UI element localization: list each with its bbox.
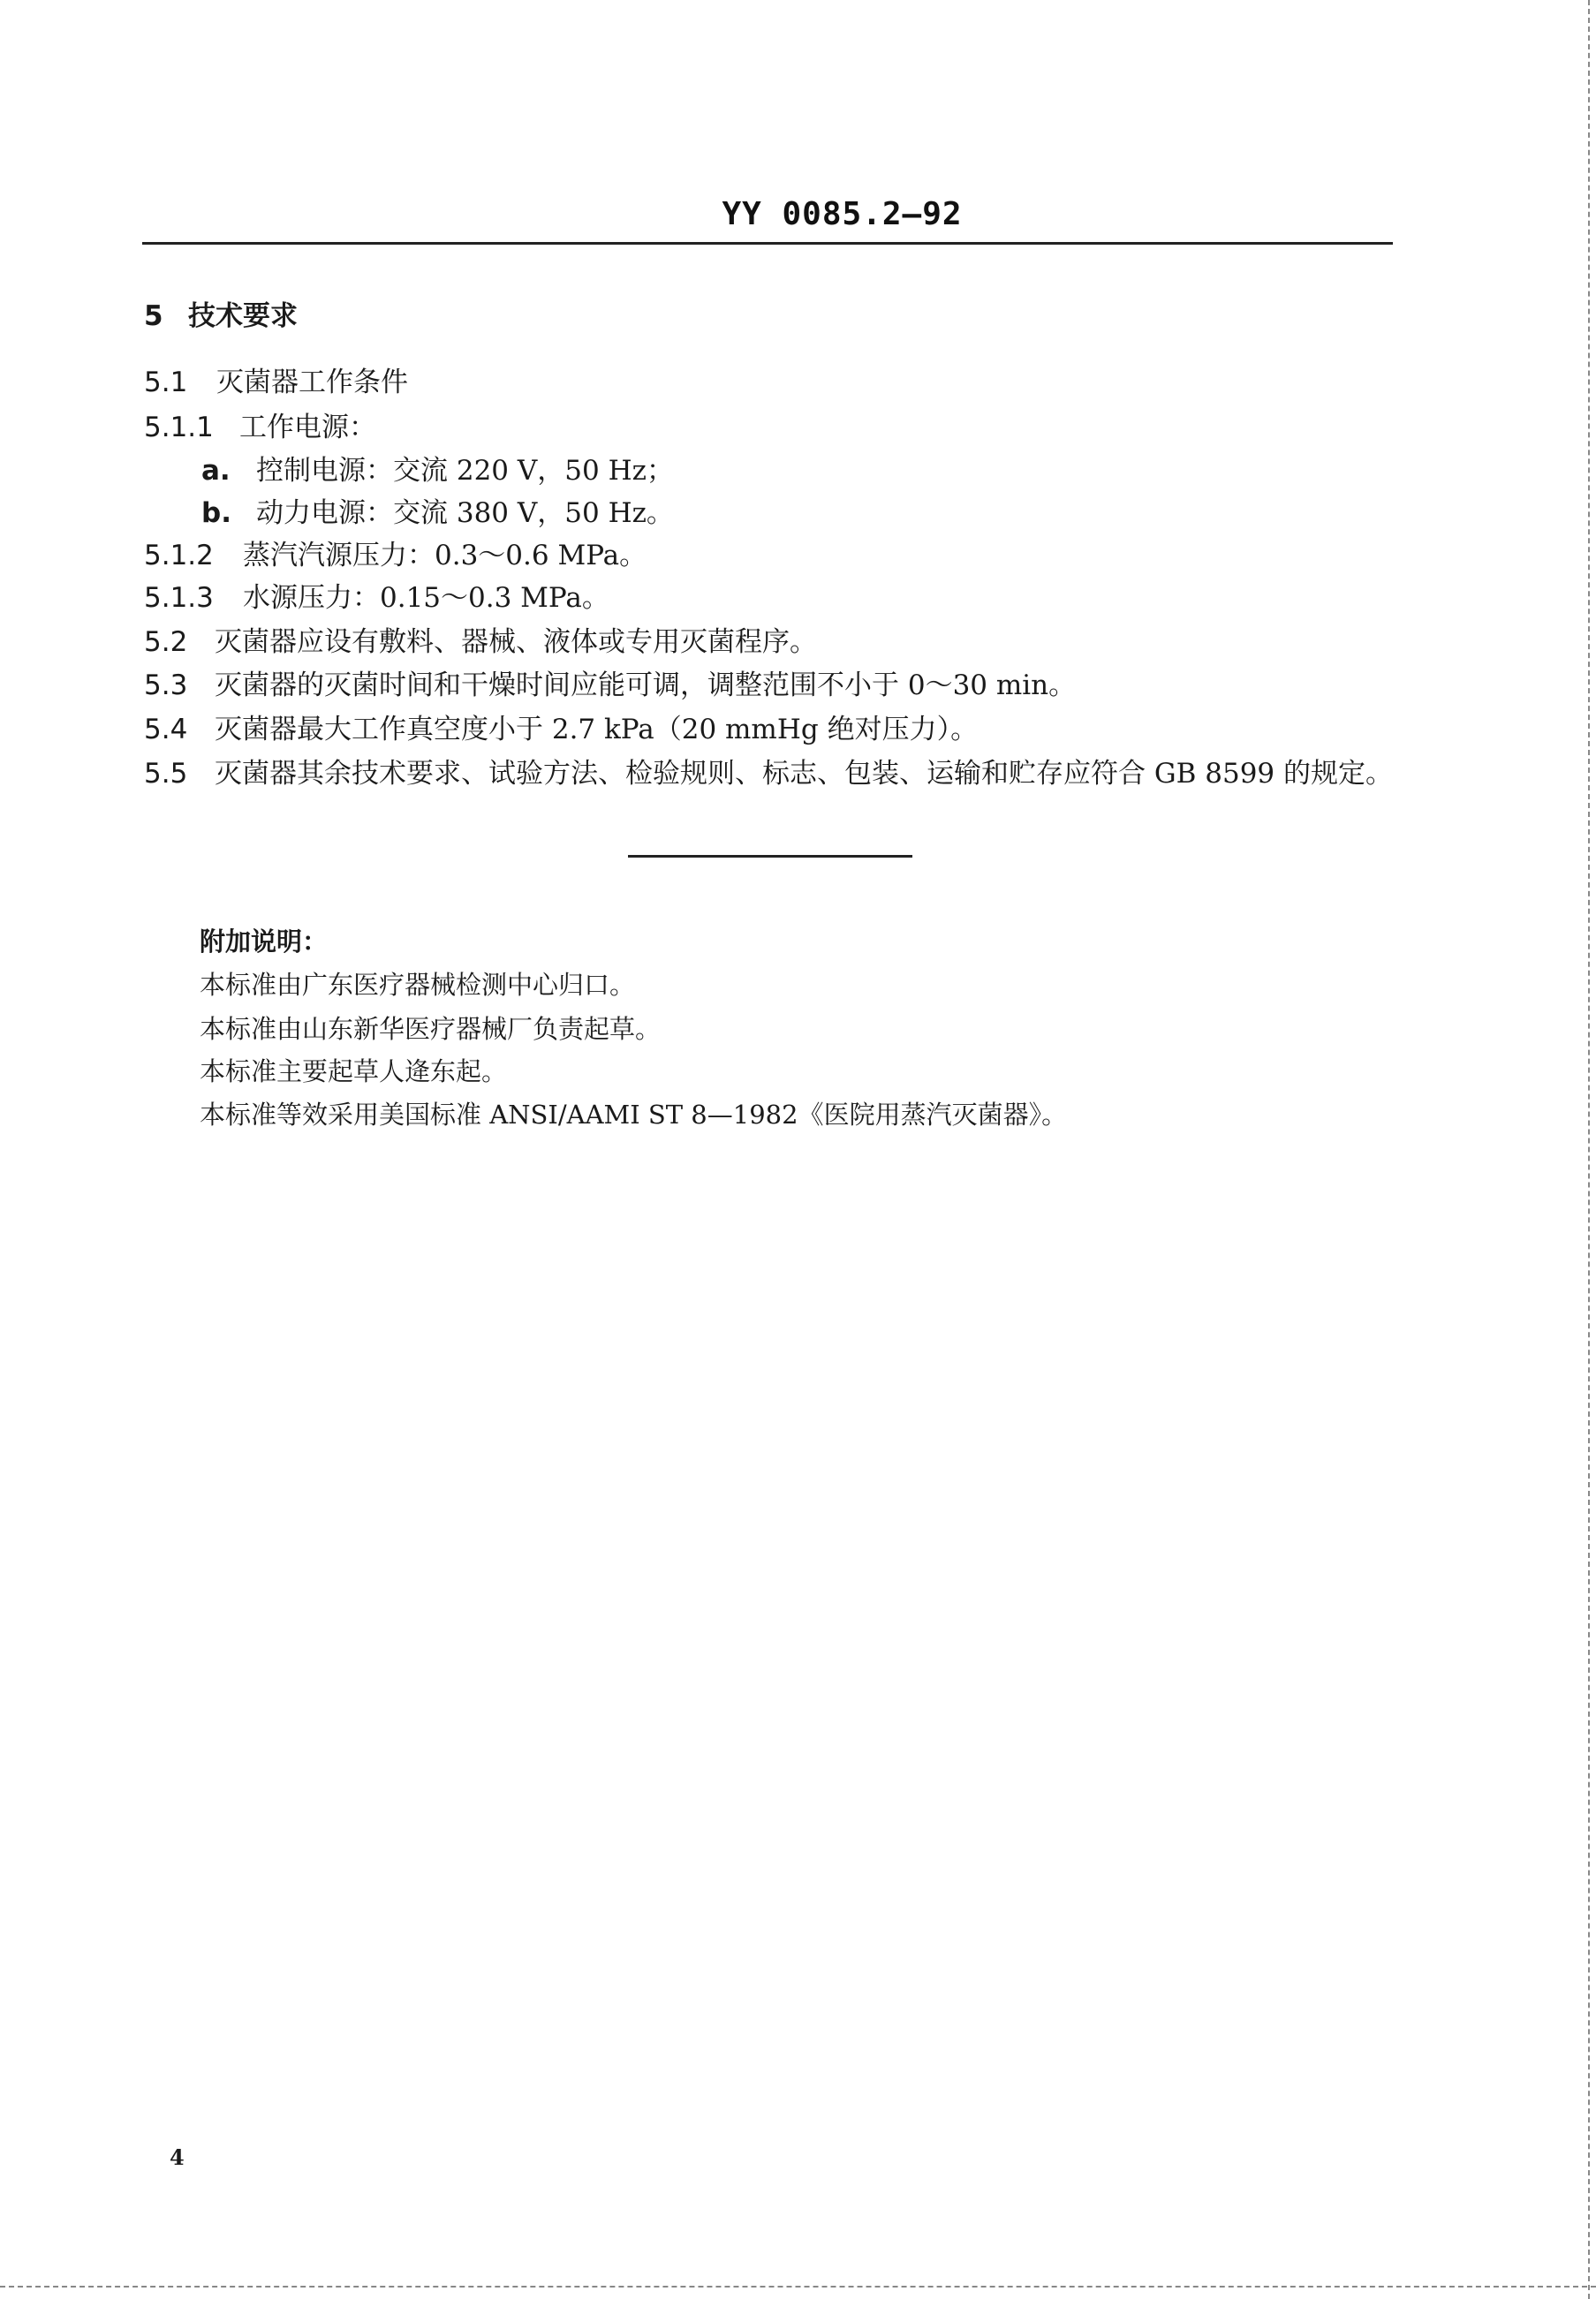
clause-number: 5.1.3	[144, 582, 214, 614]
clause	[144, 580, 609, 616]
clause	[144, 410, 376, 445]
clause-text: 灭菌器工作条件	[216, 367, 408, 398]
clause-number: 5.1.1	[144, 412, 214, 443]
list-marker: a.	[201, 455, 231, 487]
clause-number: 5.4	[144, 714, 188, 745]
note-line: 本标准由山东新华医疗器械厂负责起草。	[200, 1014, 662, 1044]
clause-text: 灭菌器最大工作真空度小于 2.7 kPa（20 mmHg 绝对压力）。	[215, 714, 979, 745]
clause-number: 5.3	[144, 669, 188, 701]
clause-number: 5.1.2	[144, 540, 214, 571]
clause	[144, 712, 978, 747]
clause-text: 灭菌器其余技术要求、试验方法、检验规则、标志、包装、运输和贮存应符合 GB 8599 的规定。	[215, 758, 1393, 790]
list-item	[201, 495, 674, 531]
scan-edge-right	[1588, 0, 1590, 2299]
clause-number: 5.5	[144, 758, 188, 790]
note-line: 本标准由广东医疗器械检测中心归口。	[200, 970, 636, 1000]
clause-text: 工作电源：	[239, 412, 376, 443]
section-title: 技术要求	[188, 300, 298, 332]
scan-edge-bottom	[0, 2286, 1596, 2288]
section-heading	[144, 299, 298, 334]
section-number: 5	[144, 300, 163, 332]
clause-number: 5.1	[144, 367, 188, 398]
clause-text: 水源压力：0.15～0.3 MPa。	[243, 582, 609, 614]
note-line: 本标准等效采用美国标准 ANSI/AAMI ST 8—1982《医院用蒸汽灭菌器》。	[200, 1100, 1068, 1130]
list-text: 控制电源：交流 220 V，50 Hz；	[256, 455, 674, 487]
page-number: 4	[170, 2144, 185, 2170]
clause-number: 5.2	[144, 626, 188, 658]
page-header	[0, 196, 1596, 232]
list-item	[201, 453, 674, 488]
clause-text: 灭菌器的灭菌时间和干燥时间应能可调，调整范围不小于 0～30 min。	[215, 669, 1077, 701]
clause	[144, 538, 647, 573]
header-rule	[142, 242, 1393, 245]
notes-title: 附加说明：	[200, 926, 329, 957]
clause-text: 蒸汽汽源压力：0.3～0.6 MPa。	[243, 540, 647, 571]
clause-text: 灭菌器应设有敷料、器械、液体或专用灭菌程序。	[215, 626, 817, 658]
clause	[144, 668, 1076, 703]
clause	[144, 624, 817, 660]
list-marker: b.	[201, 497, 231, 529]
clause	[144, 756, 1393, 791]
standard-number: YY 0085.2—92	[722, 196, 963, 232]
end-separator	[628, 855, 912, 858]
list-text: 动力电源：交流 380 V，50 Hz。	[256, 497, 674, 529]
clause	[144, 365, 408, 400]
note-line: 本标准主要起草人逄东起。	[200, 1056, 508, 1086]
